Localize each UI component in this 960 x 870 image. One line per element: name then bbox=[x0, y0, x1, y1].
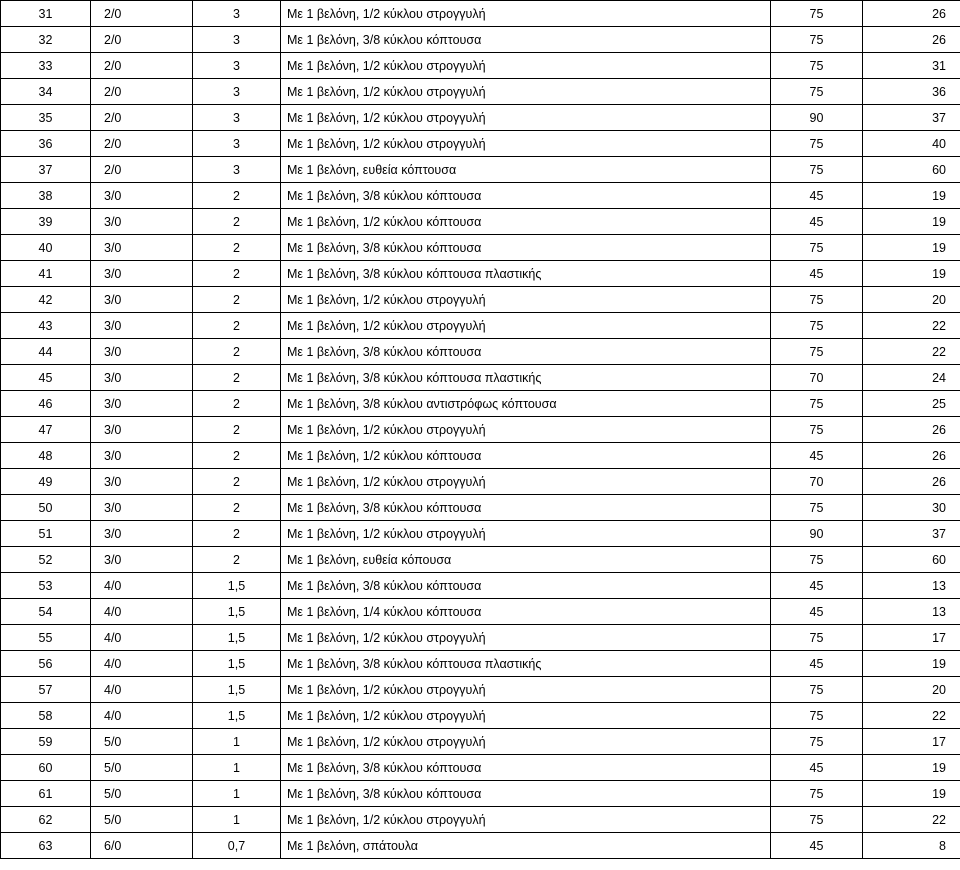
cell-length: 75 bbox=[771, 235, 863, 261]
cell-metric: 3 bbox=[193, 27, 281, 53]
table-row bbox=[1, 495, 960, 521]
cell-needle-length: 13 bbox=[863, 599, 960, 625]
cell-length: 45 bbox=[771, 261, 863, 287]
table-row bbox=[1, 443, 960, 469]
table-row bbox=[1, 1, 960, 27]
cell-size: 4/0 bbox=[91, 573, 193, 599]
cell-row-number: 37 bbox=[1, 157, 91, 183]
cell-length: 75 bbox=[771, 625, 863, 651]
cell-metric: 2 bbox=[193, 495, 281, 521]
cell-needle-length: 19 bbox=[863, 209, 960, 235]
table-row bbox=[1, 729, 960, 755]
cell-size: 4/0 bbox=[91, 677, 193, 703]
cell-size: 2/0 bbox=[91, 79, 193, 105]
cell-length: 75 bbox=[771, 27, 863, 53]
cell-length: 45 bbox=[771, 651, 863, 677]
cell-metric: 1,5 bbox=[193, 677, 281, 703]
cell-needle-length: 26 bbox=[863, 443, 960, 469]
table-row bbox=[1, 27, 960, 53]
cell-size: 3/0 bbox=[91, 391, 193, 417]
cell-needle-length: 30 bbox=[863, 495, 960, 521]
table-row bbox=[1, 53, 960, 79]
cell-description: Με 1 βελόνη, 3/8 κύκλου κόπτουσα bbox=[281, 339, 771, 365]
cell-length: 75 bbox=[771, 339, 863, 365]
cell-row-number: 51 bbox=[1, 521, 91, 547]
cell-size: 3/0 bbox=[91, 209, 193, 235]
cell-row-number: 48 bbox=[1, 443, 91, 469]
cell-length: 75 bbox=[771, 1, 863, 27]
cell-description: Με 1 βελόνη, 1/2 κύκλου στρογγυλή bbox=[281, 53, 771, 79]
cell-description: Με 1 βελόνη, 1/2 κύκλου στρογγυλή bbox=[281, 521, 771, 547]
cell-needle-length: 26 bbox=[863, 469, 960, 495]
cell-length: 70 bbox=[771, 469, 863, 495]
table-row bbox=[1, 391, 960, 417]
table-row bbox=[1, 547, 960, 573]
cell-length: 75 bbox=[771, 703, 863, 729]
cell-length: 75 bbox=[771, 287, 863, 313]
cell-size: 2/0 bbox=[91, 157, 193, 183]
cell-metric: 0,7 bbox=[193, 833, 281, 859]
table-row bbox=[1, 781, 960, 807]
cell-description: Με 1 βελόνη, 1/2 κύκλου στρογγυλή bbox=[281, 469, 771, 495]
cell-size: 4/0 bbox=[91, 599, 193, 625]
cell-needle-length: 60 bbox=[863, 547, 960, 573]
table-row bbox=[1, 235, 960, 261]
cell-needle-length: 19 bbox=[863, 781, 960, 807]
cell-needle-length: 22 bbox=[863, 807, 960, 833]
cell-metric: 2 bbox=[193, 209, 281, 235]
cell-description: Με 1 βελόνη, 1/2 κύκλου στρογγυλή bbox=[281, 729, 771, 755]
table-row bbox=[1, 365, 960, 391]
table-row bbox=[1, 677, 960, 703]
cell-row-number: 61 bbox=[1, 781, 91, 807]
cell-description: Με 1 βελόνη, 3/8 κύκλου κόπτουσα bbox=[281, 573, 771, 599]
cell-needle-length: 20 bbox=[863, 677, 960, 703]
cell-metric: 2 bbox=[193, 521, 281, 547]
cell-size: 4/0 bbox=[91, 703, 193, 729]
cell-description: Με 1 βελόνη, 3/8 κύκλου κόπτουσα πλαστικής bbox=[281, 365, 771, 391]
cell-size: 2/0 bbox=[91, 1, 193, 27]
cell-needle-length: 22 bbox=[863, 703, 960, 729]
cell-size: 4/0 bbox=[91, 625, 193, 651]
cell-size: 3/0 bbox=[91, 365, 193, 391]
table-row bbox=[1, 287, 960, 313]
cell-description: Με 1 βελόνη, 1/2 κύκλου στρογγυλή bbox=[281, 287, 771, 313]
cell-length: 75 bbox=[771, 391, 863, 417]
table-row bbox=[1, 209, 960, 235]
cell-row-number: 58 bbox=[1, 703, 91, 729]
cell-metric: 2 bbox=[193, 391, 281, 417]
cell-needle-length: 36 bbox=[863, 79, 960, 105]
cell-needle-length: 24 bbox=[863, 365, 960, 391]
cell-row-number: 46 bbox=[1, 391, 91, 417]
cell-row-number: 47 bbox=[1, 417, 91, 443]
cell-row-number: 34 bbox=[1, 79, 91, 105]
cell-size: 2/0 bbox=[91, 105, 193, 131]
cell-description: Με 1 βελόνη, 1/2 κύκλου στρογγυλή bbox=[281, 131, 771, 157]
cell-row-number: 40 bbox=[1, 235, 91, 261]
table-row bbox=[1, 807, 960, 833]
cell-metric: 1 bbox=[193, 755, 281, 781]
cell-length: 75 bbox=[771, 313, 863, 339]
cell-metric: 2 bbox=[193, 443, 281, 469]
cell-length: 75 bbox=[771, 157, 863, 183]
cell-size: 3/0 bbox=[91, 443, 193, 469]
cell-metric: 3 bbox=[193, 53, 281, 79]
cell-metric: 2 bbox=[193, 313, 281, 339]
cell-length: 45 bbox=[771, 209, 863, 235]
cell-needle-length: 13 bbox=[863, 573, 960, 599]
cell-needle-length: 19 bbox=[863, 755, 960, 781]
cell-metric: 2 bbox=[193, 365, 281, 391]
cell-needle-length: 37 bbox=[863, 521, 960, 547]
cell-metric: 1,5 bbox=[193, 625, 281, 651]
cell-row-number: 52 bbox=[1, 547, 91, 573]
cell-description: Με 1 βελόνη, 3/8 κύκλου κόπτουσα bbox=[281, 495, 771, 521]
cell-description: Με 1 βελόνη, 1/2 κύκλου στρογγυλή bbox=[281, 625, 771, 651]
cell-length: 45 bbox=[771, 183, 863, 209]
table-row bbox=[1, 703, 960, 729]
cell-row-number: 53 bbox=[1, 573, 91, 599]
cell-size: 5/0 bbox=[91, 781, 193, 807]
cell-needle-length: 60 bbox=[863, 157, 960, 183]
cell-length: 70 bbox=[771, 365, 863, 391]
cell-metric: 2 bbox=[193, 287, 281, 313]
cell-description: Με 1 βελόνη, 1/2 κύκλου στρογγυλή bbox=[281, 807, 771, 833]
cell-metric: 1,5 bbox=[193, 651, 281, 677]
cell-metric: 1 bbox=[193, 781, 281, 807]
table-row bbox=[1, 261, 960, 287]
cell-description: Με 1 βελόνη, 1/2 κύκλου στρογγυλή bbox=[281, 313, 771, 339]
table-row bbox=[1, 313, 960, 339]
cell-row-number: 42 bbox=[1, 287, 91, 313]
cell-row-number: 43 bbox=[1, 313, 91, 339]
cell-description: Με 1 βελόνη, ευθεία κόπτουσα bbox=[281, 157, 771, 183]
cell-size: 6/0 bbox=[91, 833, 193, 859]
cell-description: Με 1 βελόνη, 1/4 κύκλου κόπτουσα bbox=[281, 599, 771, 625]
cell-size: 4/0 bbox=[91, 651, 193, 677]
cell-row-number: 44 bbox=[1, 339, 91, 365]
cell-length: 45 bbox=[771, 573, 863, 599]
cell-description: Με 1 βελόνη, 3/8 κύκλου κόπτουσα bbox=[281, 235, 771, 261]
table-row bbox=[1, 573, 960, 599]
cell-row-number: 49 bbox=[1, 469, 91, 495]
cell-description: Με 1 βελόνη, 1/2 κύκλου κόπτουσα bbox=[281, 443, 771, 469]
cell-description: Με 1 βελόνη, 3/8 κύκλου αντιστρόφως κόπτουσα bbox=[281, 391, 771, 417]
cell-description: Με 1 βελόνη, 1/2 κύκλου στρογγυλή bbox=[281, 1, 771, 27]
cell-length: 75 bbox=[771, 53, 863, 79]
table-row bbox=[1, 105, 960, 131]
cell-length: 75 bbox=[771, 781, 863, 807]
cell-needle-length: 40 bbox=[863, 131, 960, 157]
cell-metric: 2 bbox=[193, 261, 281, 287]
cell-row-number: 36 bbox=[1, 131, 91, 157]
cell-size: 3/0 bbox=[91, 417, 193, 443]
cell-size: 3/0 bbox=[91, 495, 193, 521]
cell-needle-length: 8 bbox=[863, 833, 960, 859]
cell-metric: 3 bbox=[193, 131, 281, 157]
cell-description: Με 1 βελόνη, σπάτουλα bbox=[281, 833, 771, 859]
cell-row-number: 33 bbox=[1, 53, 91, 79]
cell-size: 3/0 bbox=[91, 261, 193, 287]
cell-size: 3/0 bbox=[91, 521, 193, 547]
cell-description: Με 1 βελόνη, 1/2 κύκλου στρογγυλή bbox=[281, 677, 771, 703]
cell-metric: 1 bbox=[193, 807, 281, 833]
table-row bbox=[1, 79, 960, 105]
table-row bbox=[1, 183, 960, 209]
cell-row-number: 57 bbox=[1, 677, 91, 703]
table-row bbox=[1, 157, 960, 183]
cell-needle-length: 25 bbox=[863, 391, 960, 417]
cell-length: 75 bbox=[771, 677, 863, 703]
cell-length: 45 bbox=[771, 755, 863, 781]
cell-length: 45 bbox=[771, 833, 863, 859]
cell-description: Με 1 βελόνη, 3/8 κύκλου κόπτουσα bbox=[281, 781, 771, 807]
table-row bbox=[1, 651, 960, 677]
cell-metric: 3 bbox=[193, 157, 281, 183]
cell-row-number: 45 bbox=[1, 365, 91, 391]
cell-row-number: 55 bbox=[1, 625, 91, 651]
cell-row-number: 50 bbox=[1, 495, 91, 521]
cell-needle-length: 22 bbox=[863, 313, 960, 339]
cell-row-number: 59 bbox=[1, 729, 91, 755]
cell-metric: 1,5 bbox=[193, 599, 281, 625]
cell-row-number: 62 bbox=[1, 807, 91, 833]
cell-description: Με 1 βελόνη, 1/2 κύκλου στρογγυλή bbox=[281, 417, 771, 443]
cell-length: 75 bbox=[771, 79, 863, 105]
cell-row-number: 60 bbox=[1, 755, 91, 781]
cell-metric: 2 bbox=[193, 547, 281, 573]
cell-needle-length: 17 bbox=[863, 729, 960, 755]
cell-metric: 2 bbox=[193, 417, 281, 443]
cell-needle-length: 19 bbox=[863, 651, 960, 677]
table-row bbox=[1, 599, 960, 625]
cell-length: 75 bbox=[771, 729, 863, 755]
cell-row-number: 31 bbox=[1, 1, 91, 27]
cell-size: 3/0 bbox=[91, 313, 193, 339]
table-row bbox=[1, 131, 960, 157]
cell-row-number: 56 bbox=[1, 651, 91, 677]
cell-description: Με 1 βελόνη, ευθεία κόπουσα bbox=[281, 547, 771, 573]
table-row bbox=[1, 625, 960, 651]
cell-size: 2/0 bbox=[91, 131, 193, 157]
cell-length: 90 bbox=[771, 521, 863, 547]
cell-needle-length: 19 bbox=[863, 235, 960, 261]
cell-length: 45 bbox=[771, 599, 863, 625]
cell-length: 75 bbox=[771, 495, 863, 521]
cell-needle-length: 19 bbox=[863, 183, 960, 209]
cell-needle-length: 26 bbox=[863, 417, 960, 443]
cell-row-number: 39 bbox=[1, 209, 91, 235]
cell-needle-length: 22 bbox=[863, 339, 960, 365]
table-body bbox=[1, 1, 960, 859]
cell-metric: 2 bbox=[193, 469, 281, 495]
cell-description: Με 1 βελόνη, 3/8 κύκλου κόπτουσα πλαστικής bbox=[281, 651, 771, 677]
table-row bbox=[1, 755, 960, 781]
cell-size: 3/0 bbox=[91, 287, 193, 313]
cell-row-number: 54 bbox=[1, 599, 91, 625]
table-row bbox=[1, 417, 960, 443]
cell-row-number: 38 bbox=[1, 183, 91, 209]
cell-needle-length: 37 bbox=[863, 105, 960, 131]
cell-metric: 2 bbox=[193, 183, 281, 209]
cell-needle-length: 19 bbox=[863, 261, 960, 287]
table-row bbox=[1, 469, 960, 495]
cell-description: Με 1 βελόνη, 3/8 κύκλου κόπτουσα πλαστικής bbox=[281, 261, 771, 287]
cell-metric: 2 bbox=[193, 339, 281, 365]
cell-metric: 1,5 bbox=[193, 573, 281, 599]
cell-size: 3/0 bbox=[91, 235, 193, 261]
cell-length: 45 bbox=[771, 443, 863, 469]
cell-length: 75 bbox=[771, 547, 863, 573]
cell-row-number: 35 bbox=[1, 105, 91, 131]
cell-length: 75 bbox=[771, 807, 863, 833]
cell-row-number: 63 bbox=[1, 833, 91, 859]
cell-description: Με 1 βελόνη, 1/2 κύκλου στρογγυλή bbox=[281, 79, 771, 105]
cell-needle-length: 31 bbox=[863, 53, 960, 79]
cell-length: 75 bbox=[771, 417, 863, 443]
cell-row-number: 32 bbox=[1, 27, 91, 53]
cell-size: 2/0 bbox=[91, 53, 193, 79]
cell-description: Με 1 βελόνη, 3/8 κύκλου κόπτουσα bbox=[281, 183, 771, 209]
cell-length: 75 bbox=[771, 131, 863, 157]
table-row bbox=[1, 339, 960, 365]
cell-metric: 1,5 bbox=[193, 703, 281, 729]
cell-description: Με 1 βελόνη, 1/2 κύκλου στρογγυλή bbox=[281, 703, 771, 729]
cell-needle-length: 17 bbox=[863, 625, 960, 651]
cell-description: Με 1 βελόνη, 3/8 κύκλου κόπτουσα bbox=[281, 755, 771, 781]
cell-length: 90 bbox=[771, 105, 863, 131]
cell-size: 2/0 bbox=[91, 27, 193, 53]
cell-metric: 3 bbox=[193, 79, 281, 105]
cell-metric: 2 bbox=[193, 235, 281, 261]
cell-description: Με 1 βελόνη, 3/8 κύκλου κόπτουσα bbox=[281, 27, 771, 53]
cell-description: Με 1 βελόνη, 1/2 κύκλου στρογγυλή bbox=[281, 105, 771, 131]
cell-description: Με 1 βελόνη, 1/2 κύκλου κόπτουσα bbox=[281, 209, 771, 235]
cell-row-number: 41 bbox=[1, 261, 91, 287]
cell-metric: 3 bbox=[193, 105, 281, 131]
table-row bbox=[1, 521, 960, 547]
cell-needle-length: 20 bbox=[863, 287, 960, 313]
cell-metric: 1 bbox=[193, 729, 281, 755]
cell-metric: 3 bbox=[193, 1, 281, 27]
cell-size: 5/0 bbox=[91, 729, 193, 755]
cell-size: 3/0 bbox=[91, 339, 193, 365]
cell-size: 3/0 bbox=[91, 547, 193, 573]
cell-size: 5/0 bbox=[91, 755, 193, 781]
cell-needle-length: 26 bbox=[863, 1, 960, 27]
cell-size: 5/0 bbox=[91, 807, 193, 833]
cell-size: 3/0 bbox=[91, 469, 193, 495]
cell-needle-length: 26 bbox=[863, 27, 960, 53]
cell-size: 3/0 bbox=[91, 183, 193, 209]
table-row bbox=[1, 833, 960, 859]
